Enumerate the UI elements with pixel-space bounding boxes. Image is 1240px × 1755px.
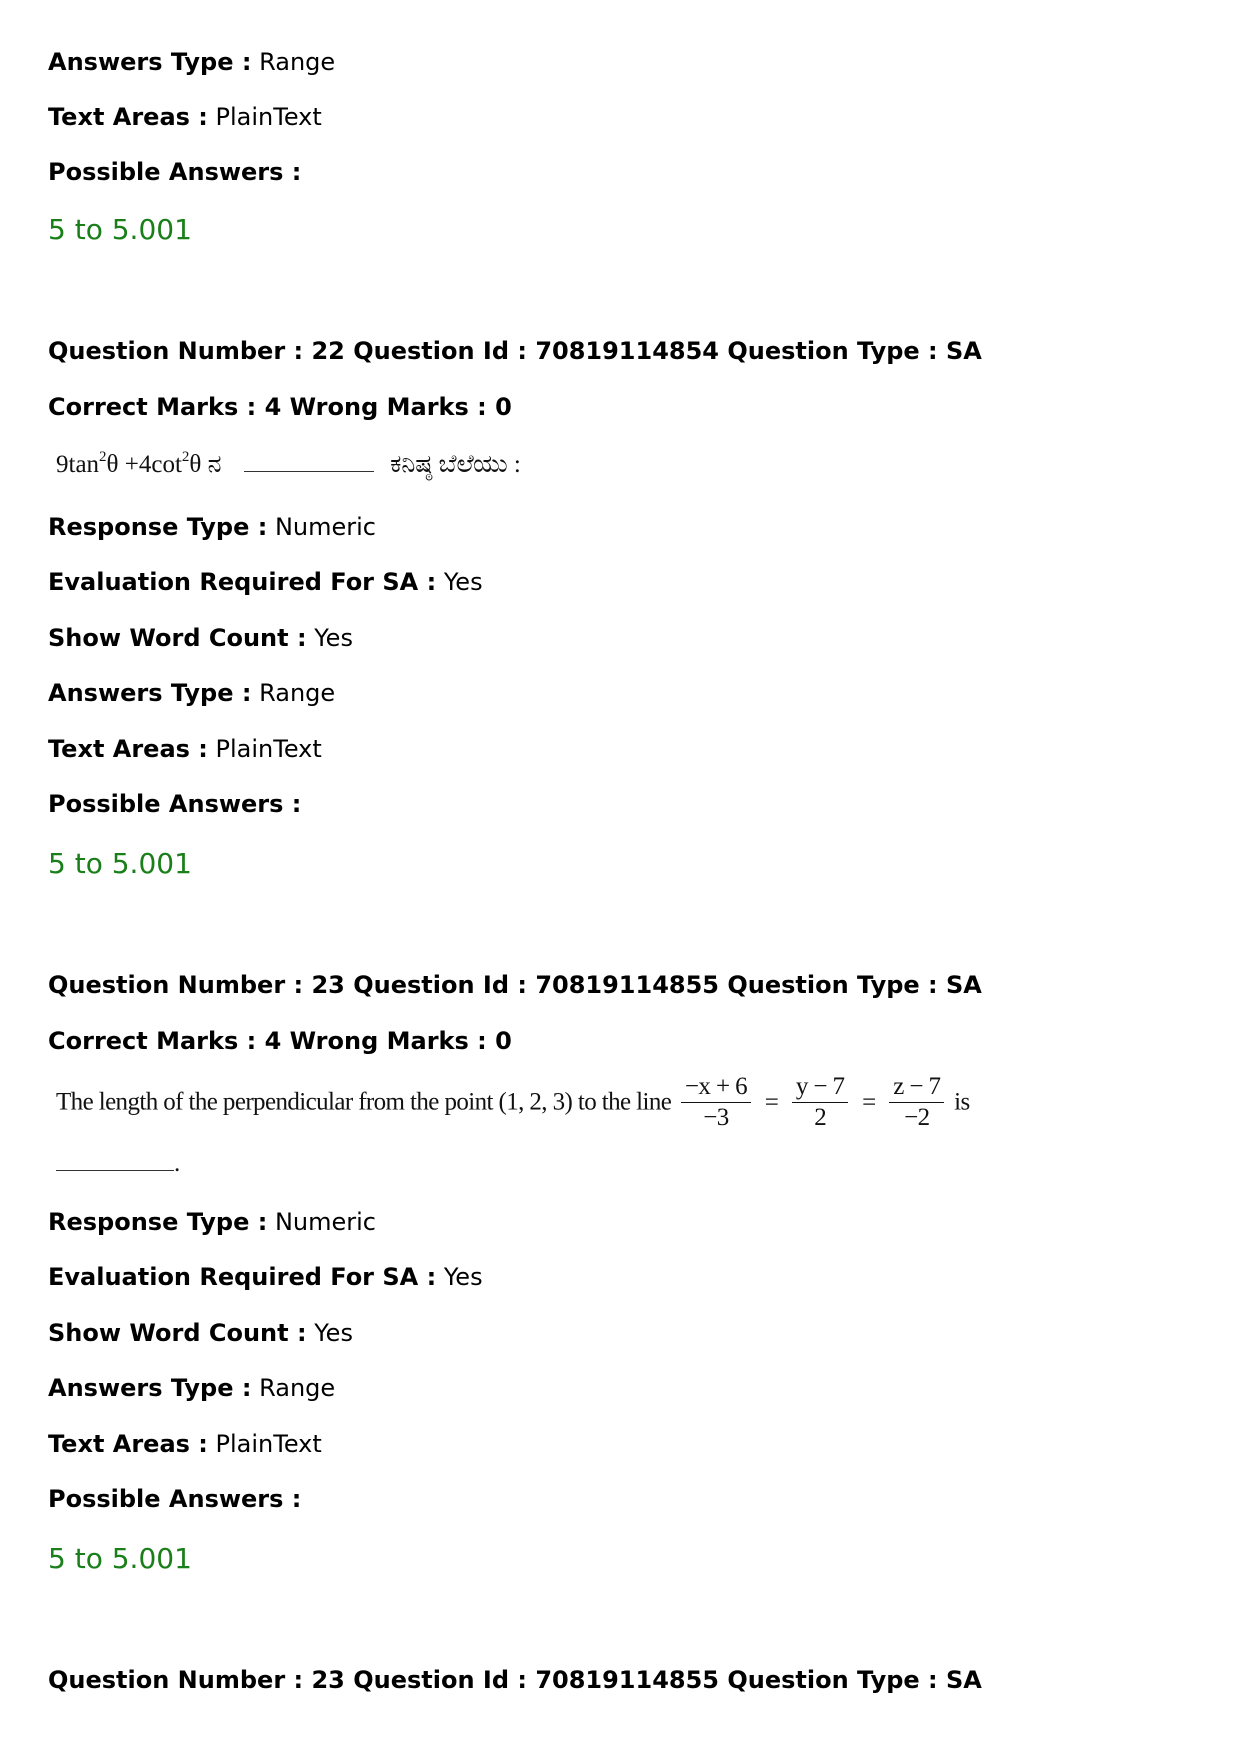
question-23-text [56,1074,970,1131]
q22-possible-answers-label: Possible Answers : [48,790,302,818]
q23-word-count-label: Show Word Count : [48,1319,307,1347]
q23-text-areas-label: Text Areas : [48,1430,208,1458]
q22-response-type-value: Numeric [274,513,376,541]
q22-response-type-label: Response Type : [48,513,268,541]
q23-evaluation-label: Evaluation Required For SA : [48,1263,437,1291]
q22-word-count-value: Yes [314,624,353,652]
q23-fraction-1 [681,1074,751,1131]
text-areas-value: PlainText [215,103,322,131]
q22-answers-type-label: Answers Type : [48,679,252,707]
q22-answer-blank [244,453,374,472]
q23-answers-type-row [48,1373,335,1403]
q23-frac1-num: −x + 6 [681,1074,751,1103]
q23-evaluation-value: Yes [443,1263,483,1291]
answers-type-value: Range [259,48,336,76]
q22-possible-answers-row [48,789,301,819]
q23-answer-blank [56,1152,174,1171]
q22-response-type-row [48,512,376,542]
q23-answers-type-label: Answers Type : [48,1374,252,1402]
q22-text-areas-value: PlainText [215,735,322,763]
text-areas-row [48,102,322,132]
q23-equals-1: = [764,1088,779,1116]
q23-evaluation-row [48,1262,483,1292]
q23-frac3-num: z − 7 [889,1074,944,1103]
answers-type-row [48,47,335,77]
q23-frac1-den: −3 [703,1104,729,1131]
q22-expr-sup2: 2 [181,449,190,465]
q23-fraction-2 [792,1074,849,1131]
q22-expr-part3: θ ನ [189,451,222,478]
q23-text-end: . [174,1150,181,1177]
q22-text-areas-row [48,734,322,764]
q23-response-type-label: Response Type : [48,1208,268,1236]
q23-word-count-value: Yes [314,1319,353,1347]
question-22-text [56,449,521,479]
q23-equals-2: = [862,1088,876,1116]
question-22-marks: Correct Marks : 4 Wrong Marks : 0 [48,393,512,421]
q23-text-areas-row [48,1429,322,1459]
q23-frac2-den: 2 [814,1104,827,1131]
q23-frac2-num: y − 7 [792,1074,849,1103]
q23-fraction-3 [889,1074,944,1131]
q23-possible-answer-value: 5 to 5.001 [48,1542,192,1575]
q23-text-main: The length of the perpendicular from the point (1, 2, 3) to the line [56,1088,672,1116]
q22-expr-sup1: 2 [99,449,107,465]
q22-expr-part4: ಕನಿಷ್ಠ ಬೆಲೆಯು : [390,451,521,478]
q23-response-type-row [48,1207,376,1237]
q23-answer-blank-row [56,1150,180,1178]
q22-answers-type-row [48,678,335,708]
q22-expr-part2: θ +4cot [106,451,182,478]
q23-response-type-value: Numeric [274,1208,376,1236]
question-23-repeat-header: Question Number : 23 Question Id : 70819114855 Question Type : SA [48,1666,982,1694]
q23-word-count-row [48,1318,353,1348]
q22-word-count-row [48,623,353,653]
q22-possible-answer-value: 5 to 5.001 [48,847,192,880]
q23-possible-answers-label: Possible Answers : [48,1485,302,1513]
possible-answers-label: Possible Answers : [48,158,302,186]
q23-answers-type-value: Range [259,1374,336,1402]
q22-word-count-label: Show Word Count : [48,624,307,652]
q23-text-tail: is [954,1088,970,1116]
answers-type-label: Answers Type : [48,48,252,76]
question-22-header: Question Number : 22 Question Id : 70819114854 Question Type : SA [48,337,982,365]
text-areas-label: Text Areas : [48,103,208,131]
possible-answer-value: 5 to 5.001 [48,213,192,246]
q22-evaluation-label: Evaluation Required For SA : [48,568,437,596]
q23-possible-answers-row [48,1484,301,1514]
q22-text-areas-label: Text Areas : [48,735,208,763]
q22-answers-type-value: Range [259,679,336,707]
q23-text-areas-value: PlainText [215,1430,322,1458]
q22-evaluation-value: Yes [443,568,483,596]
q22-evaluation-row [48,567,483,597]
possible-answers-row [48,157,301,187]
question-23-marks: Correct Marks : 4 Wrong Marks : 0 [48,1027,512,1055]
q23-frac3-den: −2 [904,1104,930,1131]
question-23-header: Question Number : 23 Question Id : 70819114855 Question Type : SA [48,971,982,999]
q22-expr-part1: 9tan [56,451,100,478]
